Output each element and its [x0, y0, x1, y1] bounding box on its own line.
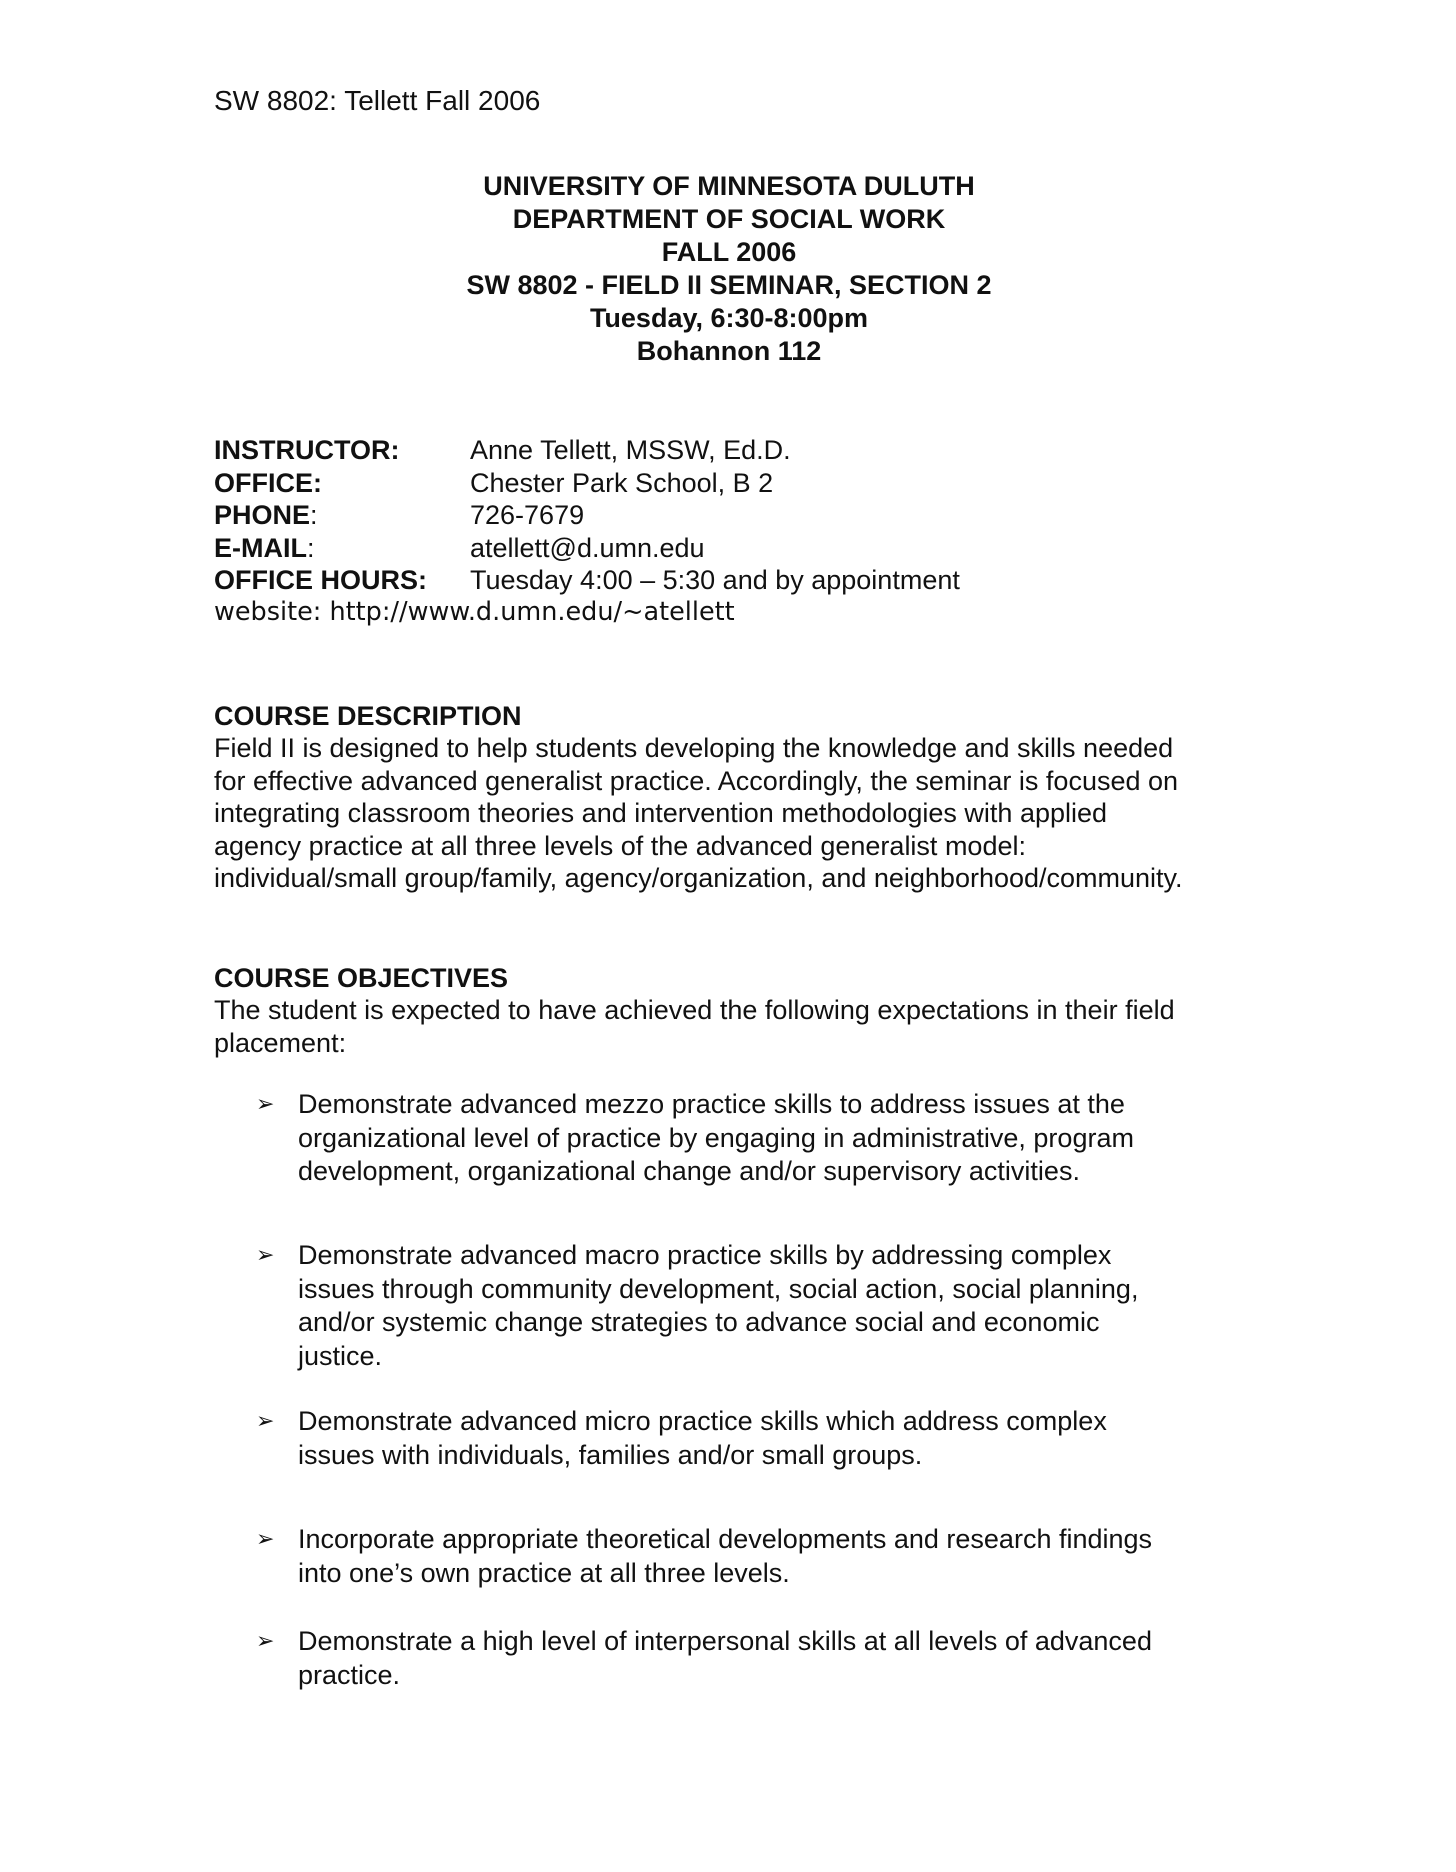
phone-label-colon: : — [310, 500, 318, 530]
office-label: OFFICE: — [214, 467, 322, 498]
instructor-info — [214, 434, 960, 597]
course-description-heading: COURSE DESCRIPTION — [214, 701, 522, 731]
description-line: agency practice at all three levels of the advanced generalist model: — [214, 830, 1026, 861]
title-department: DEPARTMENT OF SOCIAL WORK — [512, 204, 946, 234]
email-label: E-MAIL — [214, 532, 307, 563]
info-row-email — [214, 532, 960, 565]
instructor-value: Anne Tellett, MSSW, Ed.D. — [470, 435, 791, 465]
objective-line: issues with individuals, families and/or small groups. — [298, 1439, 923, 1470]
arrowhead-bullet-icon: ➢ — [256, 1409, 275, 1434]
info-row-office — [214, 467, 960, 500]
objectives-intro-line: placement: — [214, 1027, 347, 1058]
title-term: FALL 2006 — [661, 237, 797, 267]
website-line: website: http://www.d.umn.edu/~atellett — [214, 597, 735, 627]
title-university: UNIVERSITY OF MINNESOTA DULUTH — [483, 171, 975, 201]
title-block — [214, 170, 1244, 368]
objective-line: Demonstrate a high level of interpersonal skills at all levels of advanced — [298, 1626, 1152, 1656]
description-line: individual/small group/family, agency/organization, and neighborhood/community. — [214, 863, 1183, 893]
objective-line: Demonstrate advanced mezzo practice skills to address issues at the — [298, 1089, 1125, 1119]
title-course: SW 8802 - FIELD II SEMINAR, SECTION 2 — [466, 270, 992, 300]
objective-line: organizational level of practice by engaging in administrative, program — [298, 1122, 1134, 1153]
description-line: Field II is designed to help students developing the knowledge and skills needed — [214, 733, 1174, 763]
phone-label: PHONE — [214, 500, 311, 530]
course-description-text — [214, 732, 1254, 895]
title-room: Bohannon 112 — [636, 336, 822, 366]
description-line: for effective advanced generalist practice. Accordingly, the seminar is focused on — [214, 765, 1179, 796]
email-label-colon: : — [306, 532, 315, 563]
objective-line: Incorporate appropriate theoretical developments and research findings — [298, 1524, 1153, 1554]
email-value: atellett@d.umn.edu — [470, 532, 705, 563]
objective-text — [298, 1239, 1138, 1373]
objective-text — [298, 1523, 1152, 1590]
course-objectives-intro — [214, 994, 1254, 1059]
arrowhead-bullet-icon: ➢ — [256, 1527, 275, 1552]
info-row-office-hours — [214, 564, 960, 597]
objective-line: practice. — [298, 1659, 401, 1690]
objective-text — [298, 1088, 1134, 1189]
instructor-label: INSTRUCTOR: — [214, 435, 400, 465]
objective-line: Demonstrate advanced macro practice skills by addressing complex — [298, 1240, 1112, 1270]
info-row-instructor — [214, 434, 960, 467]
running-header: SW 8802: Tellett Fall 2006 — [214, 85, 541, 116]
objective-line: Demonstrate advanced micro practice skills which address complex — [298, 1406, 1107, 1436]
objective-line: justice. — [298, 1340, 383, 1371]
office-hours-label: OFFICE HOURS: — [214, 565, 427, 595]
objective-line: development, organizational change and/or supervisory activities. — [298, 1156, 1080, 1186]
objective-line: and/or systemic change strategies to advance social and economic — [298, 1307, 1100, 1337]
office-value: Chester Park School, B 2 — [470, 467, 774, 498]
course-objectives-heading: COURSE OBJECTIVES — [214, 963, 509, 993]
objective-line: issues through community development, social action, social planning, — [298, 1273, 1139, 1304]
phone-value: 726-7679 — [470, 500, 585, 530]
objective-line: into one’s own practice at all three levels. — [298, 1557, 790, 1588]
objective-text — [298, 1405, 1107, 1472]
office-hours-value: Tuesday 4:00 – 5:30 and by appointment — [470, 565, 960, 595]
objective-text — [298, 1625, 1152, 1692]
arrowhead-bullet-icon: ➢ — [256, 1092, 275, 1117]
description-line: integrating classroom theories and intervention methodologies with applied — [214, 798, 1108, 828]
info-row-phone — [214, 499, 960, 532]
arrowhead-bullet-icon: ➢ — [256, 1629, 275, 1654]
objectives-intro-line: The student is expected to have achieved the following expectations in their field — [214, 995, 1175, 1025]
title-meeting-time: Tuesday, 6:30-8:00pm — [589, 303, 869, 333]
arrowhead-bullet-icon: ➢ — [256, 1243, 275, 1268]
